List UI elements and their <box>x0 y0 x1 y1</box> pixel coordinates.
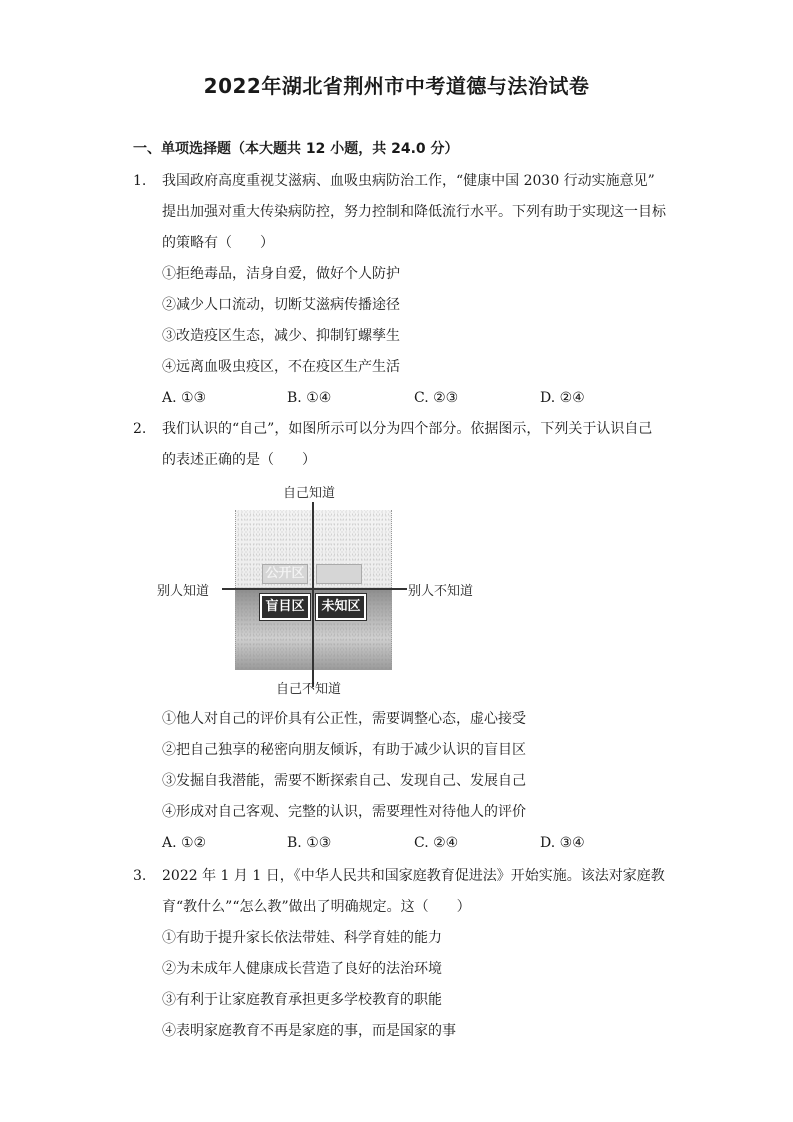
statement-1: ①拒绝毒品，洁身自爱，做好个人防护 <box>162 266 400 282</box>
section-header: 一、单项选择题（本大题共 12 小题，共 24.0 分） <box>133 141 459 157</box>
statement-3: ③发掘自我潜能，需要不断探索自己、发现自己、发展自己 <box>162 773 526 789</box>
option-d[interactable]: D. ③④ <box>540 835 585 851</box>
statement-3: ③改造疫区生态，减少、抑制钉螺孳生 <box>162 328 400 344</box>
answer-options <box>162 828 682 859</box>
document-title: 2022年湖北省荆州市中考道德与法治试卷 <box>203 74 590 98</box>
option-b[interactable]: B. ①④ <box>287 390 332 406</box>
question-stem-line: 2022 年 1 月 1 日，《中华人民共和国家庭教育促进法》开始实施。该法对家庭教 <box>162 868 665 884</box>
diagram-horizontal-axis <box>222 588 407 590</box>
label-self-knows: 自己知道 <box>283 486 336 501</box>
statement-3: ③有利于让家庭教育承担更多学校教育的职能 <box>162 992 442 1008</box>
statement-4: ④形成对自己客观、完整的认识，需要理性对待他人的评价 <box>162 804 526 820</box>
option-d[interactable]: D. ②④ <box>540 390 585 406</box>
zone-unknown: 未知区 <box>316 594 366 620</box>
option-c[interactable]: C. ②③ <box>414 390 459 406</box>
zone-blind: 盲目区 <box>260 594 310 620</box>
option-a[interactable]: A. ①③ <box>162 390 207 406</box>
option-c[interactable]: C. ②④ <box>414 835 459 851</box>
option-a[interactable]: A. ①② <box>162 835 207 851</box>
statement-2: ②为未成年人健康成长营造了良好的法治环境 <box>162 961 442 977</box>
question-stem-line: 提出加强对重大传染病防控，努力控制和降低流行水平。下列有助于实现这一目标 <box>162 204 666 220</box>
statement-4: ④表明家庭教育不再是家庭的事，而是国家的事 <box>162 1023 456 1039</box>
question-stem-line: 的策略有（ ） <box>162 235 274 251</box>
question-number: 1. <box>133 173 147 189</box>
self-awareness-diagram <box>150 480 500 700</box>
zone-hidden <box>316 564 362 584</box>
label-others-not-know: 别人不知道 <box>408 584 474 599</box>
label-others-know: 别人知道 <box>157 584 210 599</box>
zone-open: 公开区 <box>262 564 308 584</box>
question-stem-line: 育“教什么”“怎么教”做出了明确规定。这（ ） <box>162 899 471 915</box>
statement-2: ②把自己独享的秘密向朋友倾诉，有助于减少认识的盲目区 <box>162 742 526 758</box>
question-stem-line: 我国政府高度重视艾滋病、血吸虫病防治工作，“健康中国 2030 行动实施意见” <box>162 173 655 189</box>
statement-1: ①有助于提升家长依法带娃、科学育娃的能力 <box>162 930 442 946</box>
option-b[interactable]: B. ①③ <box>287 835 332 851</box>
statement-1: ①他人对自己的评价具有公正性，需要调整心态，虚心接受 <box>162 711 526 727</box>
label-self-not-know: 自己不知道 <box>276 682 342 697</box>
diagram-vertical-axis <box>312 502 314 687</box>
statement-4: ④远离血吸虫疫区，不在疫区生产生活 <box>162 359 400 375</box>
answer-options <box>162 383 682 414</box>
question-stem-line: 的表述正确的是（ ） <box>162 452 316 468</box>
question-stem-line: 我们认识的“自己”，如图所示可以分为四个部分。依据图示，下列关于认识自己 <box>162 421 653 437</box>
statement-2: ②减少人口流动，切断艾滋病传播途径 <box>162 297 400 313</box>
question-number: 2. <box>133 421 147 437</box>
question-number: 3. <box>133 868 147 884</box>
